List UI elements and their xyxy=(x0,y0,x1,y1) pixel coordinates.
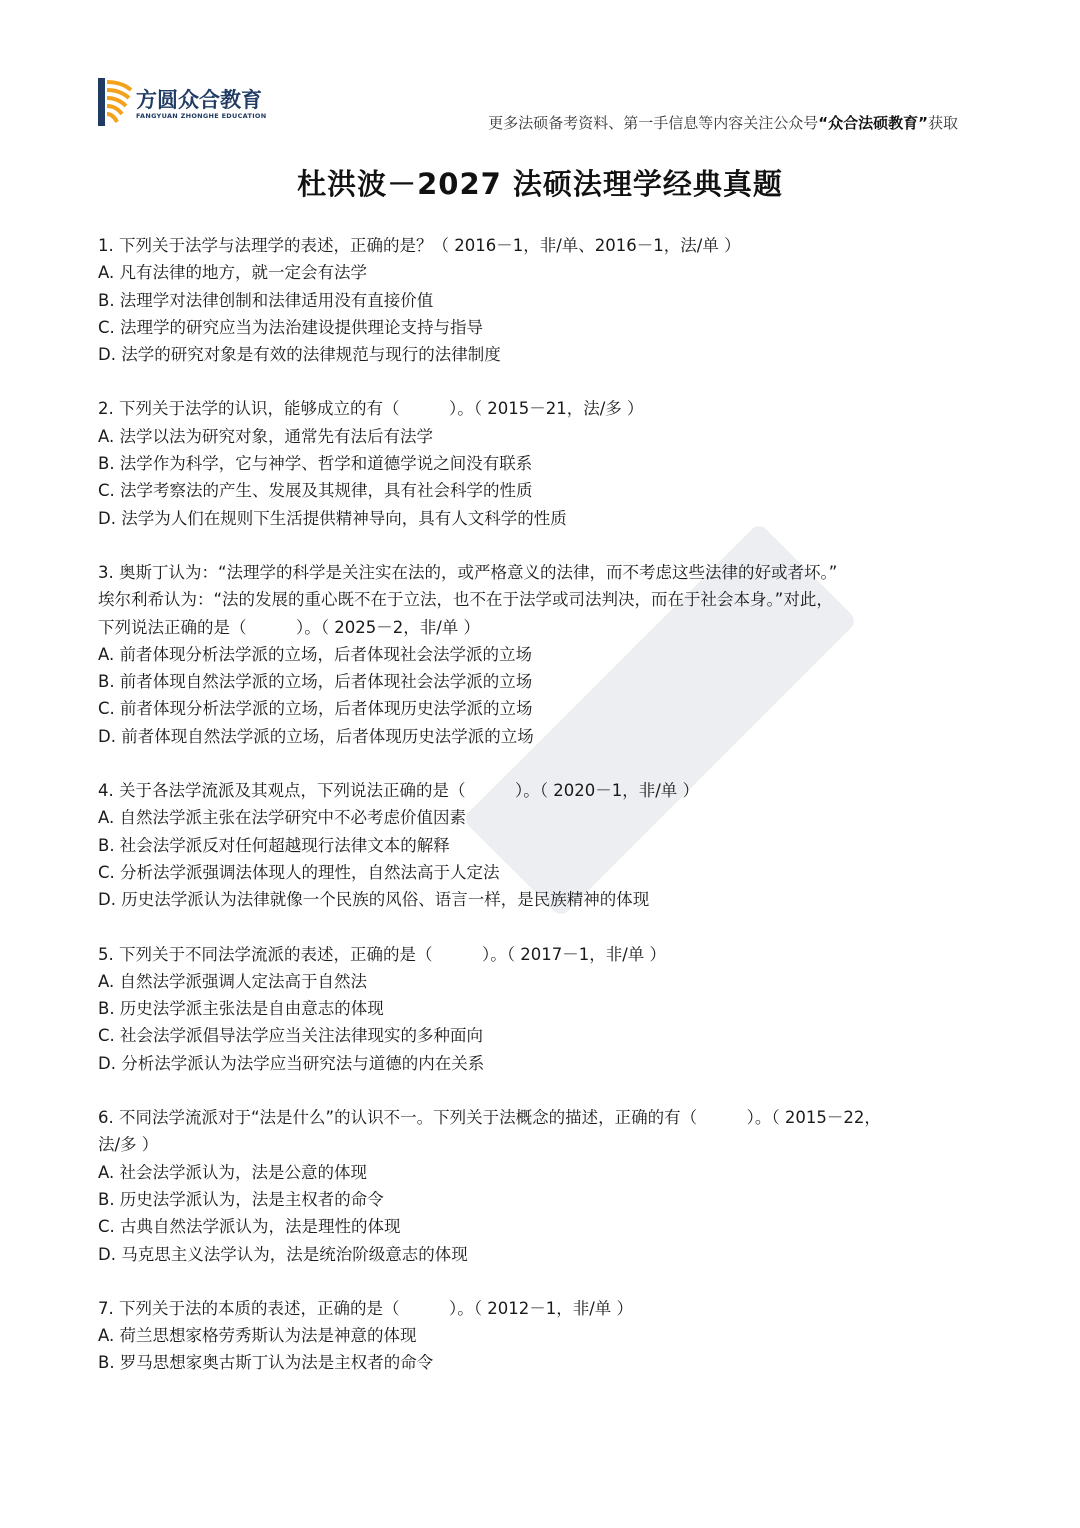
answer-option: B. 法理学对法律创制和法律适用没有直接价值 xyxy=(98,290,434,310)
page-title: 杜洪波－2027 法硕法理学经典真题 xyxy=(297,167,783,201)
logo-mark-icon xyxy=(98,78,132,126)
answer-option: C. 分析法学派强调法体现人的理性，自然法高于人定法 xyxy=(98,862,500,882)
answer-option: B. 法学作为科学，它与神学、哲学和道德学说之间没有联系 xyxy=(98,454,533,474)
brand-logo xyxy=(98,78,288,128)
answer-option: D. 分析法学派认为法学应当研究法与道德的内在关系 xyxy=(98,1053,485,1073)
answer-option: A. 前者体现分析法学派的立场，后者体现社会法学派的立场 xyxy=(98,644,532,664)
answer-option: A. 荷兰思想家格劳秀斯认为法是神意的体现 xyxy=(98,1326,417,1346)
tagline-account: “众合法硕教育” xyxy=(818,114,928,132)
answer-option: C. 社会法学派倡导法学应当关注法律现实的多种面向 xyxy=(98,1026,484,1046)
answer-option: B. 历史法学派主张法是自由意志的体现 xyxy=(98,999,384,1019)
brand-name-en: FANGYUAN ZHONGHE EDUCATION xyxy=(136,112,267,120)
answer-option: A. 凡有法律的地方，就一定会有法学 xyxy=(98,263,367,283)
question-1 xyxy=(98,232,988,368)
answer-option: D. 法学为人们在规则下生活提供精神导向，具有人文科学的性质 xyxy=(98,508,567,528)
answer-option: C. 古典自然法学派认为，法是理性的体现 xyxy=(98,1217,401,1237)
answer-option: B. 罗马思想家奥古斯丁认为法是主权者的命令 xyxy=(98,1353,434,1373)
answer-option: D. 法学的研究对象是有效的法律规范与现行的法律制度 xyxy=(98,345,501,365)
answer-option: A. 法学以法为研究对象，通常先有法后有法学 xyxy=(98,426,433,446)
answer-option: D. 马克思主义法学认为，法是统治阶级意志的体现 xyxy=(98,1244,468,1264)
question-7 xyxy=(98,1295,988,1377)
question-stem: 6. 不同法学流派对于“法是什么”的认识不一。下列关于法概念的描述，正确的有（ ）。（ 2015－22， xyxy=(98,1108,881,1128)
page-header xyxy=(0,0,1080,140)
answer-option: B. 前者体现自然法学派的立场，后者体现社会法学派的立场 xyxy=(98,672,533,692)
question-6 xyxy=(98,1104,988,1268)
question-stem: 3. 奥斯丁认为：“法理学的科学是关注实在法的，或严格意义的法律，而不考虑这些法律的好或者坏。” xyxy=(98,562,838,582)
answer-option: D. 历史法学派认为法律就像一个民族的风俗、语言一样，是民族精神的体现 xyxy=(98,890,650,910)
answer-option: B. 历史法学派认为，法是主权者的命令 xyxy=(98,1189,384,1209)
answer-option: C. 前者体现分析法学派的立场，后者体现历史法学派的立场 xyxy=(98,699,533,719)
question-stem: 5. 下列关于不同法学流派的表述，正确的是（ ）。（ 2017－1，非/单 ） xyxy=(98,944,667,964)
header-tagline xyxy=(488,112,958,133)
answer-option: D. 前者体现自然法学派的立场，后者体现历史法学派的立场 xyxy=(98,726,534,746)
tagline-suffix: 获取 xyxy=(927,114,958,132)
question-2 xyxy=(98,395,988,531)
answer-option: B. 社会法学派反对任何超越现行法律文本的解释 xyxy=(98,835,450,855)
question-stem: 1. 下列关于法学与法理学的表述，正确的是？（ 2016－1，非/单、2016－1，法/单 ） xyxy=(98,236,741,255)
question-stem: 埃尔利希认为：“法的发展的重心既不在于立法，也不在于法学或司法判决，而在于社会本身。”对此， xyxy=(98,590,833,610)
question-3 xyxy=(98,559,988,750)
brand-name-cn: 方圆众合教育 xyxy=(136,88,262,112)
question-list xyxy=(98,232,988,1404)
question-5 xyxy=(98,941,988,1077)
question-4 xyxy=(98,777,988,913)
question-stem: 7. 下列关于法的本质的表述，正确的是（ ）。（ 2012－1，非/单 ） xyxy=(98,1298,634,1318)
tagline-prefix: 更多法硕备考资料、第一手信息等内容关注公众号 xyxy=(488,114,819,132)
question-stem: 2. 下列关于法学的认识，能够成立的有（ ）。（ 2015－21，法/多 ） xyxy=(98,399,644,419)
answer-option: C. 法理学的研究应当为法治建设提供理论支持与指导 xyxy=(98,317,484,337)
question-stem: 4. 关于各法学流派及其观点，下列说法正确的是（ ）。（ 2020－1，非/单 ） xyxy=(98,781,700,801)
question-stem: 法/多 ） xyxy=(98,1135,159,1155)
answer-option: C. 法学考察法的产生、发展及其规律，具有社会科学的性质 xyxy=(98,481,533,501)
question-stem: 下列说法正确的是（ ）。（ 2025－2，非/单 ） xyxy=(98,617,481,637)
answer-option: A. 自然法学派强调人定法高于自然法 xyxy=(98,971,367,991)
answer-option: A. 社会法学派认为，法是公意的体现 xyxy=(98,1162,367,1182)
answer-option: A. 自然法学派主张在法学研究中不必考虑价值因素 xyxy=(98,808,466,828)
